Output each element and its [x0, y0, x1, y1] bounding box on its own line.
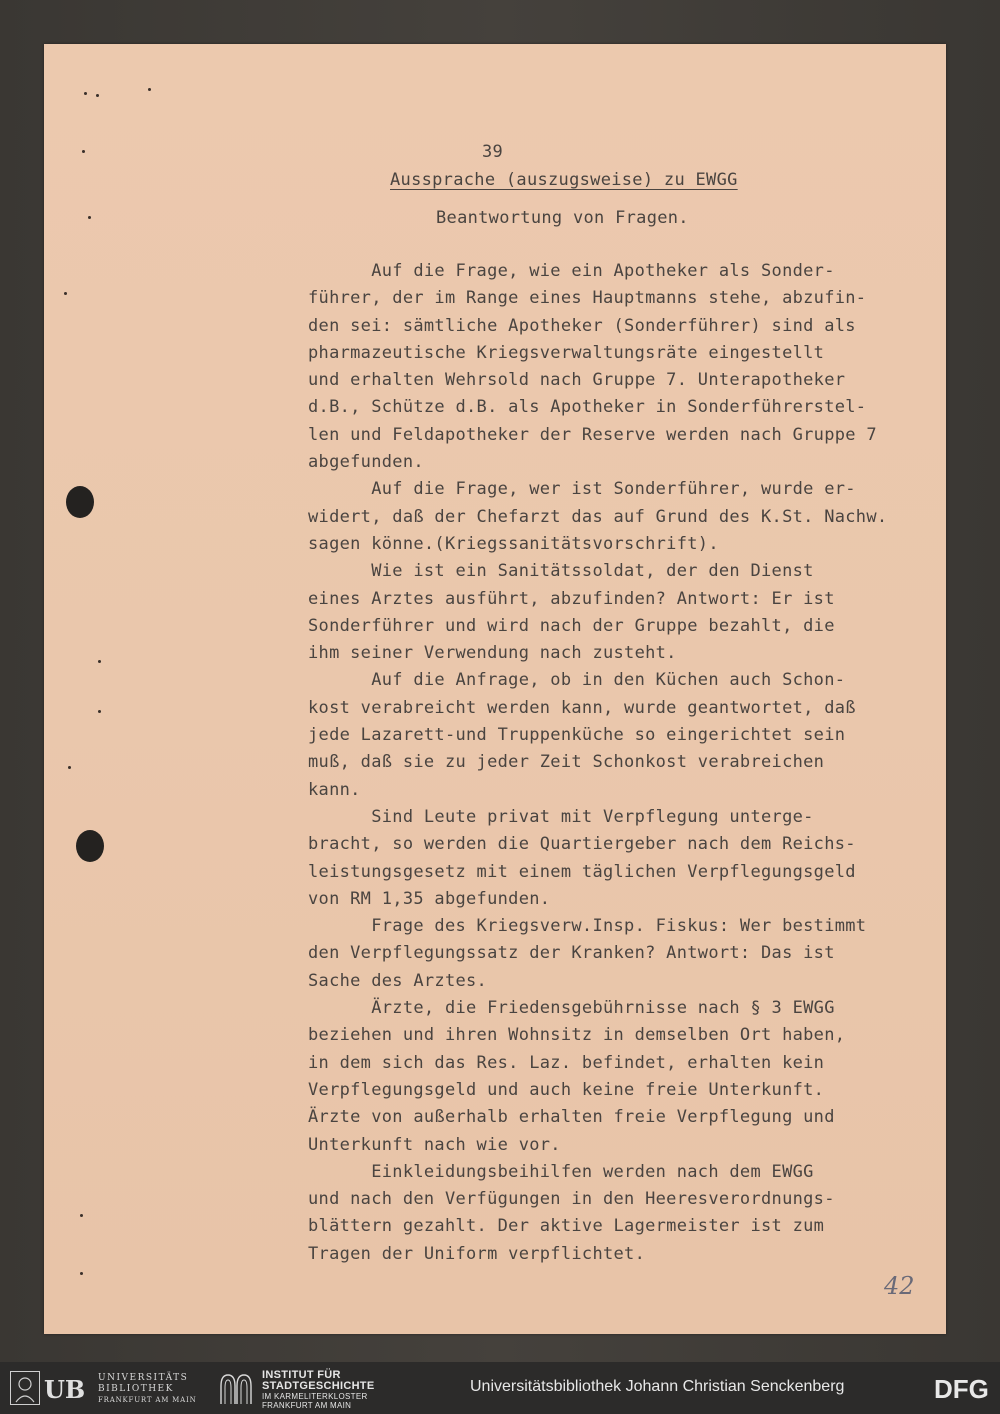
text-line: und nach den Verfügungen in den Heeresverordnungs-	[308, 1189, 835, 1210]
goethe-portrait-icon	[10, 1371, 40, 1405]
text-line: Einkleidungsbeihilfen werden nach dem EWGG	[308, 1161, 814, 1182]
ifs-line: IM KARMELITERKLOSTER	[262, 1392, 368, 1401]
text-line: Wie ist ein Sanitätssoldat, der den Dienst	[308, 561, 814, 582]
margin-speck	[84, 92, 87, 95]
ub-logo[interactable]	[10, 1371, 220, 1405]
page-title: Aussprache (auszugsweise) zu EWGG	[390, 170, 738, 190]
margin-speck	[80, 1214, 83, 1217]
ub-name	[98, 1373, 197, 1406]
text-line: Sache des Arztes.	[308, 970, 488, 991]
ub-letters: UB	[44, 1375, 86, 1404]
page-subtitle: Beantwortung von Fragen.	[436, 208, 689, 228]
ifs-name	[262, 1370, 374, 1410]
ub-line: UNIVERSITÄTS	[98, 1373, 189, 1383]
dfg-logo[interactable]	[932, 1371, 992, 1405]
text-line: widert, daß der Chefarzt das auf Grund des K.St. Nachw.	[308, 506, 888, 527]
text-line: in dem sich das Res. Laz. befindet, erhalten kein	[308, 1052, 825, 1073]
text-line: Frage des Kriegsverw.Insp. Fiskus: Wer bestimmt	[308, 916, 867, 937]
text-line: von RM 1,35 abgefunden.	[308, 888, 551, 909]
text-line: führer, der im Range eines Hauptmanns stehe, abzufin-	[308, 288, 867, 309]
margin-speck	[88, 216, 91, 219]
text-line: Ärzte, die Friedensgebührnisse nach § 3 EWGG	[308, 998, 835, 1019]
ub-line: FRANKFURT AM MAIN	[98, 1396, 197, 1404]
margin-speck	[98, 660, 101, 663]
text-line: kann.	[308, 779, 361, 800]
text-line: Sind Leute privat mit Verpflegung unterge-	[308, 806, 814, 827]
document-body	[308, 258, 928, 1268]
margin-speck	[68, 766, 71, 769]
text-line: blättern gezahlt. Der aktive Lagermeister ist zum	[308, 1216, 825, 1237]
text-line: und erhalten Wehrsold nach Gruppe 7. Unterapotheker	[308, 370, 846, 391]
text-line: beziehen und ihren Wohnsitz in demselben Ort haben,	[308, 1025, 846, 1046]
dfg-text: DFG	[934, 1374, 989, 1404]
punch-hole-bottom	[76, 830, 104, 862]
library-credit: Universitätsbibliothek Johann Christian Senckenberg	[470, 1378, 845, 1395]
margin-speck	[96, 94, 99, 97]
text-line: eines Arztes ausführt, abzufinden? Antwort: Er ist	[308, 588, 835, 609]
text-line: len und Feldapotheker der Reserve werden nach Gruppe 7	[308, 424, 877, 445]
text-line: bracht, so werden die Quartiergeber nach dem Reichs-	[308, 834, 856, 855]
text-line: Tragen der Uniform verpflichtet.	[308, 1243, 646, 1264]
text-line: jede Lazarett-und Truppenküche so eingerichtet sein	[308, 725, 846, 746]
ifs-logo[interactable]	[218, 1370, 418, 1408]
text-line: leistungsgesetz mit einem täglichen Verpflegungsgeld	[308, 861, 856, 882]
ifs-line: STADTGESCHICHTE	[262, 1380, 375, 1392]
text-line: abgefunden.	[308, 452, 424, 473]
punch-hole-top	[66, 486, 94, 518]
text-line: pharmazeutische Kriegsverwaltungsräte eingestellt	[308, 342, 825, 363]
text-line: ihm seiner Verwendung nach zusteht.	[308, 643, 677, 664]
ifs-line: INSTITUT FÜR	[262, 1369, 341, 1381]
gothic-arch-icon	[218, 1372, 254, 1404]
text-line: Auf die Anfrage, ob in den Küchen auch Schon-	[308, 670, 846, 691]
ifs-line: FRANKFURT AM MAIN	[262, 1401, 352, 1410]
text-line: den Verpflegungssatz der Kranken? Antwort: Das ist	[308, 943, 835, 964]
page-number: 39	[482, 142, 504, 162]
folio-number: 42	[884, 1272, 915, 1300]
text-line: Sonderführer und wird nach der Gruppe bezahlt, die	[308, 615, 835, 636]
text-line: Ärzte von außerhalb erhalten freie Verpflegung und	[308, 1107, 835, 1128]
margin-speck	[148, 88, 151, 91]
margin-speck	[80, 1272, 83, 1275]
margin-speck	[98, 710, 101, 713]
text-line: muß, daß sie zu jeder Zeit Schonkost verabreichen	[308, 752, 825, 773]
text-line: Verpflegungsgeld und auch keine freie Unterkunft.	[308, 1079, 825, 1100]
text-line: den sei: sämtliche Apotheker (Sonderführer) sind als	[308, 315, 856, 336]
text-line: d.B., Schütze d.B. als Apotheker in Sonderführerstel-	[308, 397, 867, 418]
text-line: Auf die Frage, wer ist Sonderführer, wurde er-	[308, 479, 856, 500]
ub-line: BIBLIOTHEK	[98, 1384, 174, 1394]
footer-bar	[0, 1362, 1000, 1414]
text-line: Unterkunft nach wie vor.	[308, 1134, 561, 1155]
margin-speck	[82, 150, 85, 153]
dfg-icon	[932, 1371, 992, 1405]
margin-speck	[64, 292, 67, 295]
text-line: sagen könne.(Kriegssanitätsvorschrift).	[308, 533, 719, 554]
text-line: kost verabreicht werden kann, wurde geantwortet, daß	[308, 697, 856, 718]
text-line: Auf die Frage, wie ein Apotheker als Sonder-	[308, 261, 835, 281]
